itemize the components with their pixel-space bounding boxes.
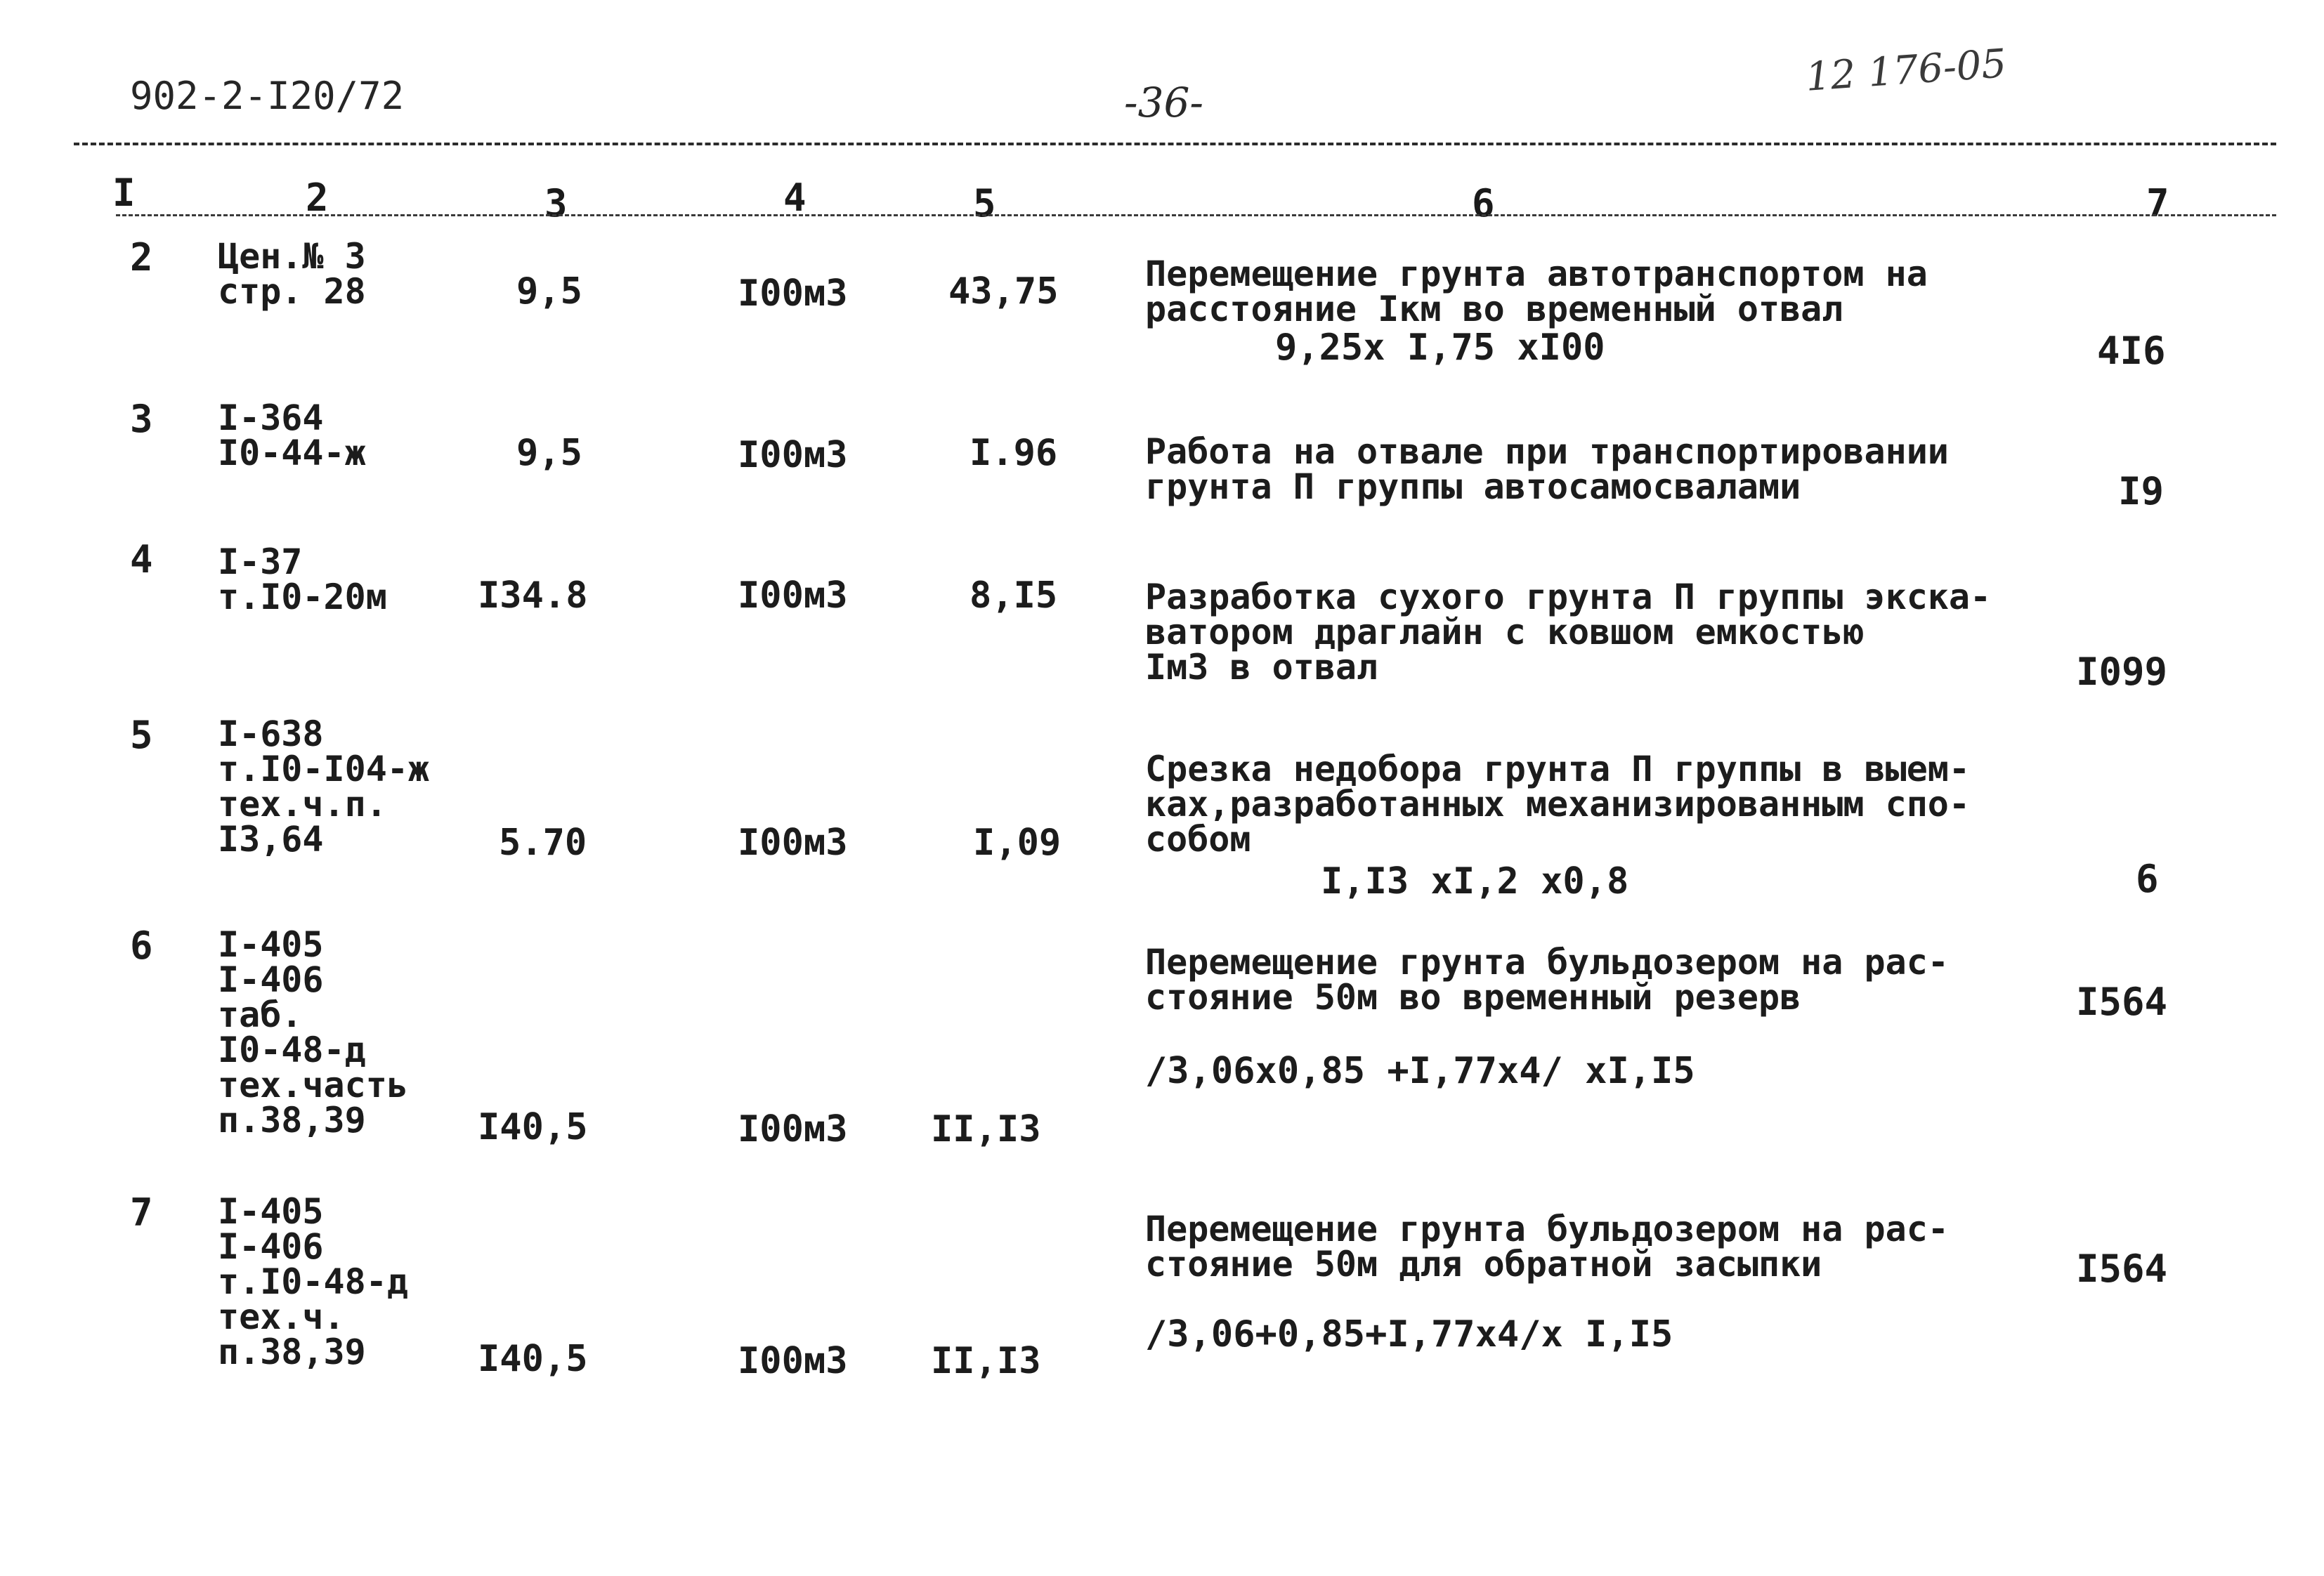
row-unit: I00м3 [738,822,848,864]
column-header-7: 7 [2146,181,2169,225]
row-number: 6 [130,924,153,968]
row-price: II,I3 [931,1108,1041,1150]
row-reference: I-405 I-406 таб. I0-48-д тех.часть п.38,39 [218,924,408,1141]
row-reference: Цен.№ 3 стр. 28 [218,236,366,312]
row-price: II,I3 [931,1340,1041,1382]
row-unit: I00м3 [738,272,848,315]
row-price: I,09 [973,822,1062,864]
row-calculation: 9,25х I,75 хI00 [1275,327,1605,369]
row-description: Перемещение грунта бульдозером на рас- стояние 50м для обратной засыпки [1145,1209,1949,1285]
row-quantity: I34.8 [478,574,588,617]
row-total: I564 [2076,980,2168,1024]
row-reference: I-638 т.I0-I04-ж тех.ч.п. I3,64 [218,714,430,860]
row-number: 2 [130,235,153,280]
row-total: I564 [2076,1247,2168,1291]
row-description: Срезка недобора грунта П группы в выем- ках,разработанных механизированным спо- собом [1145,749,1970,860]
column-header-1: I [112,171,136,215]
row-price: I.96 [970,432,1058,474]
row-price: 8,I5 [970,574,1058,617]
page-number: -36- [1124,79,1203,126]
row-total: 6 [2136,857,2159,901]
top-rule [74,143,2276,145]
column-header-2: 2 [306,176,329,220]
row-reference: I-364 I0-44-ж [218,398,366,473]
row-description: Перемещение грунта автотранспортом на расстояние Iкм во временный отвал [1145,254,1928,329]
row-number: 3 [130,397,153,441]
row-total: I9 [2118,469,2165,513]
row-unit: I00м3 [738,434,848,476]
document-code: 902-2-I20/72 [130,74,405,118]
row-calculation: /3,06+0,85+I,77х4/х I,I5 [1145,1313,1673,1355]
column-header-6: 6 [1472,181,1495,225]
row-reference: I-37 т.I0-20м [218,541,387,617]
row-number: 4 [130,537,153,582]
row-number: 5 [130,713,153,757]
row-total: 4I6 [2097,329,2166,373]
row-unit: I00м3 [738,1108,848,1150]
handwritten-code: 12 176-05 [1804,41,2009,100]
header-rule [116,214,2276,216]
row-number: 7 [130,1190,153,1235]
row-reference: I-405 I-406 т.I0-48-д тех.ч. п.38,39 [218,1191,408,1372]
row-total: I099 [2076,650,2168,694]
column-header-5: 5 [973,181,996,225]
row-quantity: 9,5 [516,270,582,313]
row-quantity: I40,5 [478,1106,588,1148]
row-description: Разработка сухого грунта П группы экска- ватором драглайн с ковшом емкостью Iм3 в отвал [1145,577,1992,688]
row-calculation: /3,06х0,85 +I,77х4/ хI,I5 [1145,1050,1695,1092]
row-price: 43,75 [948,270,1059,313]
column-header-4: 4 [783,176,807,220]
row-quantity: I40,5 [478,1338,588,1380]
row-unit: I00м3 [738,574,848,617]
column-header-3: 3 [544,181,568,225]
row-description: Перемещение грунта бульдозером на рас- стояние 50м во временный резерв [1145,942,1949,1018]
row-calculation: I,I3 хI,2 х0,8 [1321,860,1629,902]
row-quantity: 5.70 [499,822,587,864]
row-quantity: 9,5 [516,432,582,474]
row-unit: I00м3 [738,1340,848,1382]
row-description: Работа на отвале при транспортировании грунта П группы автосамосвалами [1145,431,1949,507]
